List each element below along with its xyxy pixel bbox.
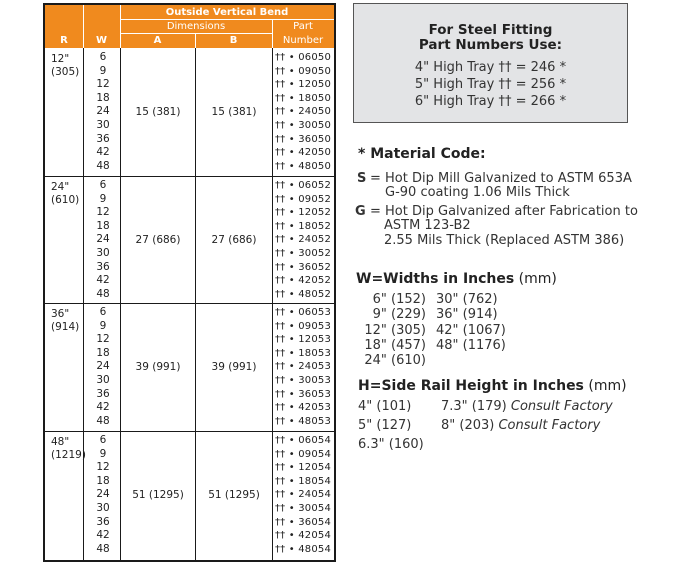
width-item: 24 xyxy=(96,360,110,373)
width-item: 9 xyxy=(99,447,107,460)
part-number: †† • 30050 xyxy=(274,119,332,131)
width-item: 18 xyxy=(96,474,110,487)
part-number: †† • 12053 xyxy=(274,334,332,346)
width-item: 18 xyxy=(96,91,110,104)
width-option: 30" (762) xyxy=(436,292,498,307)
radius-group-48 xyxy=(45,432,334,558)
part-number: †† • 06053 xyxy=(274,307,332,318)
width-option: 42" (1067) xyxy=(436,322,506,338)
width-item: 12 xyxy=(96,461,110,474)
part-number: †† • 24053 xyxy=(274,361,332,373)
radius-value: 48" xyxy=(51,436,70,448)
col-r-header: R xyxy=(60,35,68,46)
width-option: 36" (914) xyxy=(436,307,498,323)
radius-group-36 xyxy=(45,304,334,430)
part-number-list xyxy=(273,306,333,428)
material-g-code: G xyxy=(355,204,366,219)
consult-factory-note: Consult Factory xyxy=(510,399,613,414)
steel-box-line-6in: 6" High Tray †† = 266 * xyxy=(414,94,567,109)
heights-heading-unit: (mm) xyxy=(588,378,627,394)
part-number: †† • 48054 xyxy=(274,543,332,555)
radius-mm: (305) xyxy=(51,66,80,78)
part-number: †† • 24050 xyxy=(274,106,332,118)
part-number-list xyxy=(273,51,333,173)
material-g-line3: 2.55 Mils Thick (Replaced ASTM 386) xyxy=(384,233,625,248)
part-number: †† • 36052 xyxy=(274,261,332,273)
width-item: 30 xyxy=(96,501,110,514)
radius-value: 12" xyxy=(51,53,70,65)
dimension-a: 51 (1295) xyxy=(132,489,184,501)
part-number: †† • 30054 xyxy=(274,502,332,514)
radius-cell xyxy=(51,53,85,79)
radius-value: 24" xyxy=(51,181,70,193)
fitting-table xyxy=(43,3,336,562)
width-item: 30 xyxy=(96,373,110,386)
width-item: 6 xyxy=(99,179,107,191)
col-w-header: W xyxy=(95,35,108,46)
part-number: †† • 36050 xyxy=(274,133,332,145)
width-item: 6 xyxy=(99,306,107,318)
widths-heading-unit: (mm) xyxy=(518,271,557,287)
material-s-code: S xyxy=(357,171,367,186)
width-item: 42 xyxy=(96,274,110,287)
width-item: 12 xyxy=(96,78,110,91)
width-item: 36 xyxy=(96,260,110,273)
steel-box-title-line1: For Steel Fitting xyxy=(428,22,553,38)
width-item: 42 xyxy=(96,401,110,414)
radius-group-24 xyxy=(45,177,334,303)
part-number: †† • 48050 xyxy=(274,160,332,172)
height-value: 8" (203) xyxy=(441,418,495,433)
dimension-b: 15 (381) xyxy=(211,106,257,118)
radius-value: 36" xyxy=(51,308,70,320)
col-a-header: A xyxy=(153,35,162,46)
material-s-line2: G-90 coating 1.06 Mils Thick xyxy=(385,185,570,200)
width-item: 9 xyxy=(99,64,107,77)
part-number: †† • 48053 xyxy=(274,415,332,427)
width-option: 48" (1176) xyxy=(436,337,506,353)
part-number: †† • 12050 xyxy=(274,79,332,91)
radius-cell xyxy=(51,436,85,462)
width-item: 6 xyxy=(99,434,107,446)
bend-title: Outside Vertical Bend xyxy=(165,6,289,18)
width-option: 9" (229) xyxy=(372,307,426,323)
width-item: 9 xyxy=(99,192,107,205)
width-list xyxy=(86,434,120,556)
width-item: 48 xyxy=(96,159,110,172)
dimension-a: 27 (686) xyxy=(135,234,181,246)
material-g-line1: = Hot Dip Galvanized after Fabrication to xyxy=(370,204,638,219)
radius-mm: (610) xyxy=(51,194,80,206)
dimension-b: 27 (686) xyxy=(211,234,257,246)
part-number: †† • 06052 xyxy=(274,180,332,191)
steel-box-title-line2: Part Numbers Use: xyxy=(418,37,563,53)
consult-factory-note: Consult Factory xyxy=(498,418,601,433)
col-b-header: B xyxy=(229,35,238,46)
part-number: †† • 06050 xyxy=(274,52,332,63)
part-number: †† • 18053 xyxy=(274,347,332,359)
width-item: 6 xyxy=(99,51,107,63)
height-option-consult xyxy=(441,399,613,414)
widths-col1 xyxy=(356,292,426,368)
part-number: †† • 12052 xyxy=(274,207,332,219)
width-item: 12 xyxy=(96,333,110,346)
part-number-list xyxy=(273,434,333,556)
height-option: 6.3" (160) xyxy=(358,437,424,452)
height-option: 4" (101) xyxy=(358,399,412,414)
widths-heading xyxy=(356,271,557,287)
width-option: 6" (152) xyxy=(372,292,426,307)
widths-heading-bold: W=Widths in Inches xyxy=(356,271,515,287)
table-header xyxy=(45,5,334,48)
part-number-list xyxy=(273,179,333,301)
radius-group-12 xyxy=(45,49,334,175)
height-value: 7.3" (179) xyxy=(441,399,507,414)
steel-fitting-box xyxy=(353,3,628,123)
width-list xyxy=(86,179,120,301)
part-number: †† • 24052 xyxy=(274,234,332,246)
steel-box-line-4in: 4" High Tray †† = 246 * xyxy=(414,60,567,75)
width-item: 12 xyxy=(96,206,110,219)
part-number: †† • 48052 xyxy=(274,288,332,300)
part-number: †† • 18052 xyxy=(274,220,332,232)
width-item: 48 xyxy=(96,414,110,427)
part-number: †† • 09053 xyxy=(274,320,332,332)
part-number: †† • 30052 xyxy=(274,247,332,259)
radius-cell xyxy=(51,181,85,207)
material-code-heading: * Material Code: xyxy=(358,146,486,162)
width-item: 36 xyxy=(96,387,110,400)
width-item: 18 xyxy=(96,346,110,359)
part-number: †† • 18054 xyxy=(274,475,332,487)
part-header-line1: Part xyxy=(293,20,313,32)
part-number: †† • 09052 xyxy=(274,193,332,205)
part-number: †† • 42052 xyxy=(274,275,332,287)
material-s-line1: = Hot Dip Mill Galvanized to ASTM 653A xyxy=(370,171,632,186)
part-number: †† • 06054 xyxy=(274,435,332,446)
heights-heading xyxy=(358,378,627,394)
width-item: 48 xyxy=(96,542,110,555)
width-item: 24 xyxy=(96,105,110,118)
dimension-b: 39 (991) xyxy=(211,361,257,373)
width-item: 42 xyxy=(96,146,110,159)
part-number: †† • 42053 xyxy=(274,402,332,414)
part-number: †† • 30053 xyxy=(274,374,332,386)
width-option: 12" (305) xyxy=(364,322,426,338)
width-item: 24 xyxy=(96,488,110,501)
width-option: 18" (457) xyxy=(364,337,426,353)
radius-cell xyxy=(51,308,85,334)
heights-heading-bold: H=Side Rail Height in Inches xyxy=(358,378,584,394)
part-number: †† • 42054 xyxy=(274,530,332,542)
width-item: 30 xyxy=(96,246,110,259)
steel-box-line-5in: 5" High Tray †† = 256 * xyxy=(414,77,567,92)
part-number: †† • 12054 xyxy=(274,462,332,474)
height-option: 5" (127) xyxy=(358,418,412,433)
width-item: 36 xyxy=(96,515,110,528)
part-number: †† • 24054 xyxy=(274,489,332,501)
part-number: †† • 09054 xyxy=(274,448,332,460)
width-list xyxy=(86,306,120,428)
part-number: †† • 36053 xyxy=(274,388,332,400)
radius-mm: (914) xyxy=(51,321,80,333)
part-number: †† • 36054 xyxy=(274,516,332,528)
width-item: 42 xyxy=(96,529,110,542)
width-item: 24 xyxy=(96,233,110,246)
part-number: †† • 09050 xyxy=(274,65,332,77)
width-item: 36 xyxy=(96,132,110,145)
part-number: †† • 42050 xyxy=(274,147,332,159)
width-list xyxy=(86,51,120,173)
part-header-line2: Number xyxy=(282,35,324,46)
radius-mm: (1219) xyxy=(51,449,86,461)
height-option-consult xyxy=(441,418,600,433)
width-item: 9 xyxy=(99,319,107,332)
width-option: 24" (610) xyxy=(364,353,426,369)
width-item: 30 xyxy=(96,118,110,131)
part-number: †† • 18050 xyxy=(274,92,332,104)
widths-col2 xyxy=(436,292,516,353)
width-item: 18 xyxy=(96,219,110,232)
dimensions-label: Dimensions xyxy=(166,20,226,32)
material-g-line2: ASTM 123-B2 xyxy=(384,218,471,233)
width-item: 48 xyxy=(96,287,110,300)
dimension-b: 51 (1295) xyxy=(208,489,260,501)
dimension-a: 39 (991) xyxy=(135,361,181,373)
dimension-a: 15 (381) xyxy=(135,106,181,118)
